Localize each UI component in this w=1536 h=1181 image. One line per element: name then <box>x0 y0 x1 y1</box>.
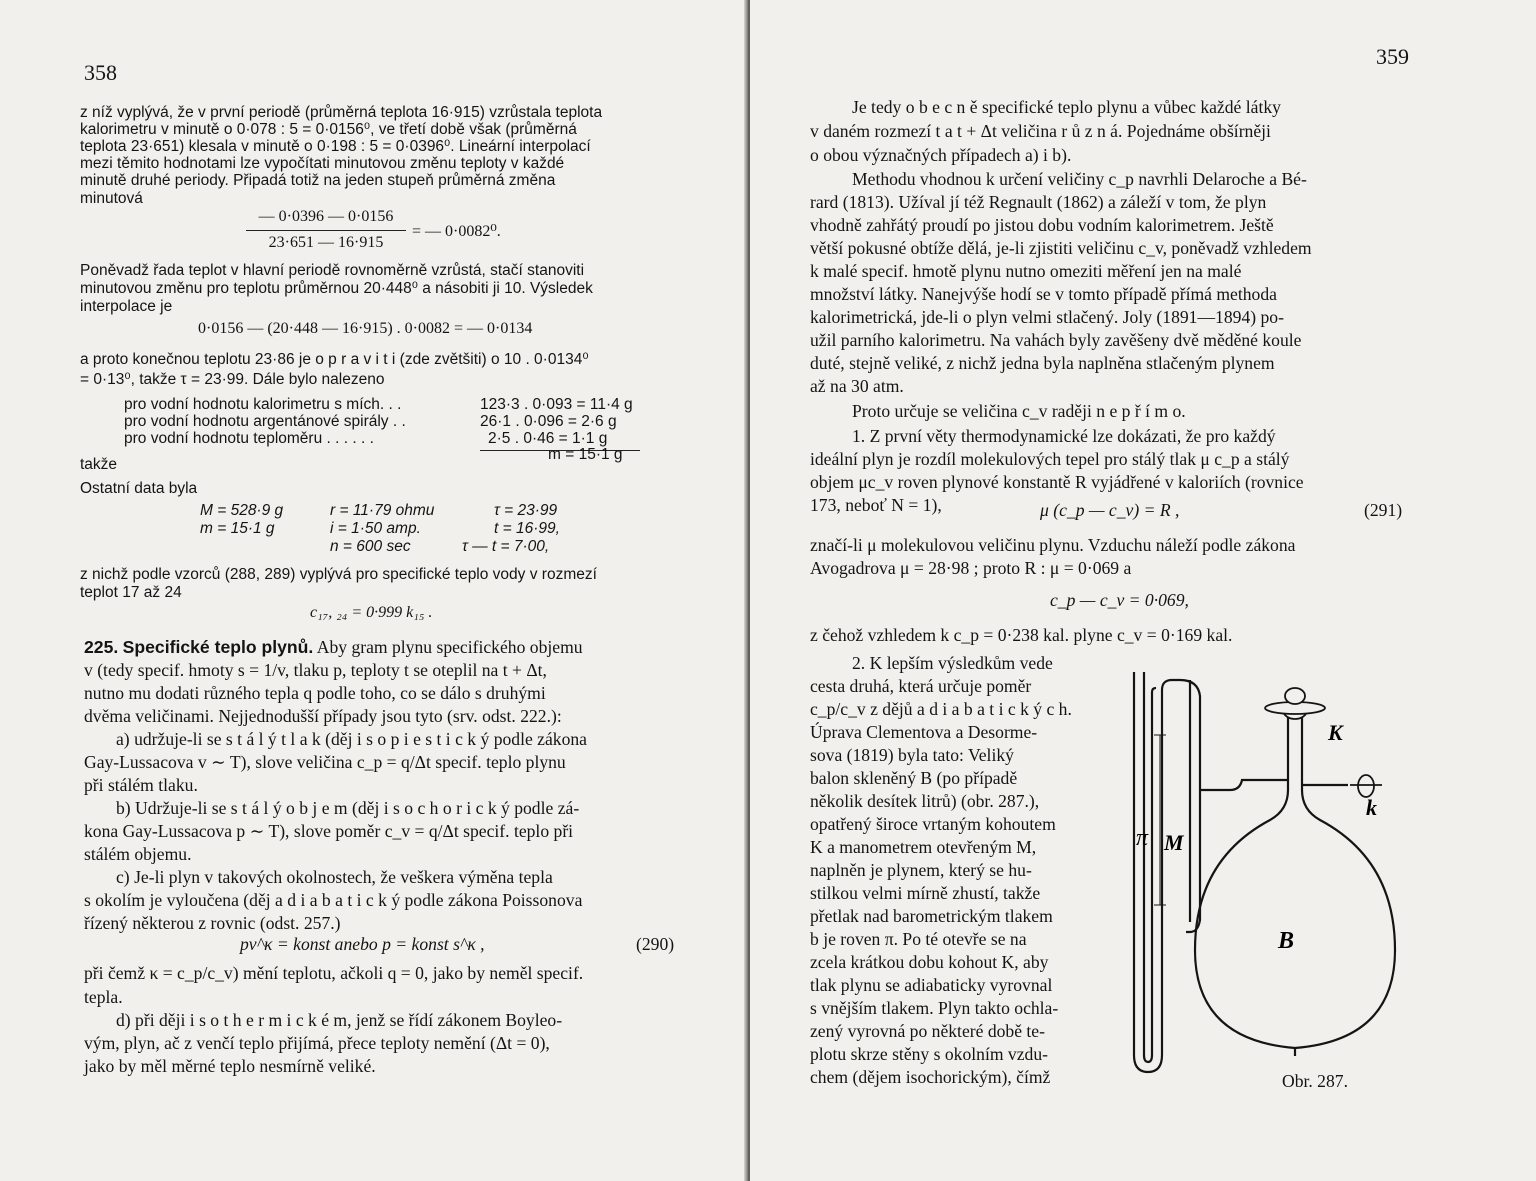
fraction-bar <box>246 230 406 231</box>
label-M: M <box>1164 830 1184 855</box>
stopcock-K <box>1265 688 1325 719</box>
text-line: dvěma veličinami. Nejjednodušší případy jsou tyto (srv. odst. 222.): <box>84 706 562 726</box>
text-line: tepla. <box>84 987 123 1007</box>
text-line: užil parního kalorimetru. Na vahách byly zavěšeny dvě měděné koule <box>810 330 1302 350</box>
label-B: B <box>1278 928 1295 954</box>
text-line: s vnějším tlakem. Plyn takto ochla- <box>810 998 1059 1018</box>
text-line: Je tedy o b e c n ě specifické teplo plynu a vůbec každé látky <box>852 97 1281 117</box>
left-page <box>0 0 748 1181</box>
section-title: Specifické teplo plynů. <box>122 637 314 657</box>
equation-290: pv^κ = konst anebo p = konst s^κ , <box>240 934 485 954</box>
text-line: stilkou velmi mírně zhustí, takže <box>810 883 1041 903</box>
text-line: z čehož vzhledem k c_p = 0·238 kal. plyne c_v = 0·169 kal. <box>810 625 1233 645</box>
text-line: balon skleněný B (po případě <box>810 768 1018 788</box>
data-cell: r = 11·79 ohmu <box>330 502 435 519</box>
text-line: zený vyrovná po některé době te- <box>810 1021 1045 1041</box>
text-line: minutová <box>80 190 143 207</box>
text-line: 1. Z první věty thermodynamické lze dokázati, že pro každý <box>852 426 1276 446</box>
text-line: kalorimetrická, jde-li o plyn velmi stlačený. Joly (1891—1894) po- <box>810 307 1284 327</box>
equation-291: μ (c_p — c_v) = R , <box>1040 500 1180 520</box>
data-cell: τ — t = 7·00, <box>462 538 550 555</box>
water-value: 26·1 . 0·096 = 2·6 g <box>480 413 617 430</box>
text-line: rard (1813). Užíval jí též Regnault (1862) a záleží v tom, že plyn <box>810 192 1267 212</box>
text-line: Úprava Clementova a Desorme- <box>810 722 1038 742</box>
text-line: přetlak nad barometrickým tlakem <box>810 906 1053 926</box>
right-page <box>750 0 1536 1181</box>
text-line: kalorimetru v minutě o 0·078 : 5 = 0·0156⁰, ve třetí době však (průměrná <box>80 121 577 138</box>
text-line: Proto určuje se veličina c_v raději n e p ř í m o. <box>852 401 1186 421</box>
text-line: při čemž κ = c_p/c_v) mění teplotu, ačkoli q = 0, jako by neměl specif. <box>84 963 584 983</box>
balloon-flask <box>1195 715 1395 1056</box>
water-value: 2·5 . 0·46 = 1·1 g <box>488 430 608 447</box>
equation-number-290: (290) <box>636 934 675 954</box>
text-line: řízený některou z rovnic (odst. 257.) <box>84 913 341 933</box>
text-line: s okolím je vyloučena (děj a d i a b a t i c k ý podle zákona Poissonova <box>84 890 583 910</box>
water-value: 123·3 . 0·093 = 11·4 g <box>480 396 633 413</box>
text-line: nutno mu dodati různého tepla q podle toho, co se dálo s druhými <box>84 683 546 703</box>
fraction-result: = — 0·0082⁰. <box>412 223 501 240</box>
label-k: k <box>1366 795 1377 820</box>
text-line: Gay-Lussacova v ∼ T), slove veličina c_p = q/Δt specif. teplo plynu <box>84 752 566 772</box>
text-line: naplněn je plynem, který se hu- <box>810 860 1032 880</box>
stopcock-k <box>1350 775 1382 797</box>
text-line: c_p/c_v z dějů a d i a b a t i c k ý c h. <box>810 699 1072 719</box>
text-line: až na 30 atm. <box>810 376 904 396</box>
text-line: kona Gay-Lussacova p ∼ T), slove poměr c_v = q/Δt specif. teplo při <box>84 821 574 841</box>
text-line: K a manometrem otevřeným M, <box>810 837 1037 857</box>
takze-label: takže <box>80 456 118 473</box>
label-pi: π <box>1136 825 1149 851</box>
figure-caption: Obr. 287. <box>1282 1071 1348 1091</box>
label-K: K <box>1328 720 1343 745</box>
text-line: a) udržuje-li se s t á l ý t l a k (děj i s o p i e s t i c k ý podle zákona <box>116 729 587 749</box>
text-line: 2. K lepším výsledkům vede <box>852 653 1053 673</box>
text-line: c) Je-li plyn v takových okolnostech, že veškera výměna tepla <box>116 867 553 887</box>
data-cell: i = 1·50 amp. <box>330 520 421 537</box>
text-line: d) při ději i s o t h e r m i c k é m, jenž se řídí zákonem Boyleo- <box>116 1010 563 1030</box>
water-value-label: pro vodní hodnotu kalorimetru s mích. . . <box>124 396 402 413</box>
text-line: sova (1819) byla tato: Veliký <box>810 745 1014 765</box>
data-cell: m = 15·1 g <box>200 520 275 537</box>
page-number-right: 359 <box>1376 44 1409 69</box>
text-line: množství látky. Nanejvýše hodí se v tomto případě přímá methoda <box>810 284 1277 304</box>
text-line: chem (dějem isochorickým), čímž <box>810 1067 1051 1087</box>
text-line: opatřený široce vrtaným kohoutem <box>810 814 1056 834</box>
text-line: z níž vyplývá, že v první periodě (průměrná teplota 16·915) vzrůstala teplota <box>80 104 603 121</box>
fraction-numerator: — 0·0396 — 0·0156 <box>258 208 394 225</box>
text-line: minutě druhé periody. Připadá totiž na jeden stupeň průměrná změna <box>80 172 556 189</box>
manometer-tube <box>1134 672 1200 1072</box>
water-value-total: m = 15·1 g <box>548 446 623 463</box>
data-cell: t = 16·99, <box>494 520 560 537</box>
text-line: Avogadrova μ = 28·98 ; proto R : μ = 0·069 a <box>810 558 1132 578</box>
text-line: ideální plyn je rozdíl molekulových tepel pro stálý tlak μ c_p a stálý <box>810 449 1290 469</box>
text-line: b je roven π. Po té otevře se na <box>810 929 1027 949</box>
text-line: Aby gram plynu specifického objemu <box>316 637 583 657</box>
text-line: v (tedy specif. hmoty s = 1/v, tlaku p, teploty t se oteplil na t + Δt, <box>84 660 547 680</box>
data-cell: n = 600 sec <box>330 538 411 555</box>
text-line: tlak plynu se adiabaticky vyrovnal <box>810 975 1053 995</box>
text-line: teplota 23·651) klesala v minutě o 0·198 : 5 = 0·0396⁰. Lineární interpolací <box>80 138 591 155</box>
text-line: teplot 17 až 24 <box>80 584 182 601</box>
text-line: jako by měl měrné teplo nesmírně veliké. <box>84 1056 376 1076</box>
text-line: minutovou změnu pro teplotu průměrnou 20·448⁰ a násobiti ji 10. Výsledek <box>80 280 593 297</box>
text-line: značí-li μ molekulovou veličinu plynu. Vzduchu náleží podle zákona <box>810 535 1296 555</box>
text-line: v daném rozmezí t a t + Δt veličina r ů z n á. Pojednáme obšírněji <box>810 121 1271 141</box>
text-line: několik desítek litrů) (obr. 287.), <box>810 791 1040 811</box>
text-line: = 0·13⁰, takže τ = 23·99. Dále bylo nalezeno <box>80 371 385 388</box>
text-line: zcela krátkou dobu kohout K, aby <box>810 952 1049 972</box>
page-number-left: 358 <box>84 60 117 85</box>
text-line: vhodně zahřátý proudí po jistou dobu vodním kalorimetrem. Ještě <box>810 215 1274 235</box>
text-line: Poněvadž řada teplot v hlavní periodě rovnoměrně vzrůstá, stačí stanoviti <box>80 262 585 279</box>
text-line: 173, neboť N = 1), <box>810 495 942 515</box>
result-equation: c₁₇, ₂₄ = 0·999 k₁₅ . <box>310 604 433 621</box>
text-line: při stálém tlaku. <box>84 775 198 795</box>
text-line: k malé specif. hmotě plynu nutno omeziti měření jen na malé <box>810 261 1242 281</box>
text-line: Methodu vhodnou k určení veličiny c_p navrhli Delaroche a Bé- <box>852 169 1307 189</box>
text-line: stálém objemu. <box>84 844 192 864</box>
text-line: a proto konečnou teplotu 23·86 je o p r a v i t i (zde zvětšiti) o 10 . 0·0134⁰ <box>80 351 589 368</box>
water-value-label: pro vodní hodnotu argentánové spirály . . <box>124 413 406 430</box>
data-cell: τ = 23·99 <box>494 502 558 519</box>
text-line: plotu skrze stěny s okolním vzdu- <box>810 1044 1048 1064</box>
other-data-label: Ostatní data byla <box>80 480 198 497</box>
interpolation-equation: 0·0156 — (20·448 — 16·915) . 0·0082 = — 0·0134 <box>198 320 533 337</box>
text-line: duté, stejně veliké, z nichž jedna byla naplněna stlačeným plynem <box>810 353 1275 373</box>
text-line: vým, plyn, ač z venčí teplo přijímá, přece teploty nemění (Δt = 0), <box>84 1033 550 1053</box>
water-value-label: pro vodní hodnotu teploměru . . . . . . <box>124 430 374 447</box>
fraction-denominator: 23·651 — 16·915 <box>268 234 384 251</box>
text-line: objem μc_v roven plynové konstantě R vyjádřené v kaloriích (rovnice <box>810 472 1304 492</box>
text-line: cesta druhá, která určuje poměr <box>810 676 1032 696</box>
text-line: b) Udržuje-li se s t á l ý o b j e m (děj i s o c h o r i c k ý podle zá- <box>116 798 580 818</box>
text-line: z nichž podle vzorců (288, 289) vyplývá pro specifické teplo vody v rozmezí <box>80 566 597 583</box>
pressure-marker <box>1154 735 1166 905</box>
equation-number-291: (291) <box>1364 500 1403 520</box>
data-cell: M = 528·9 g <box>200 502 284 519</box>
text-line: větší pokusné obtíže dělá, je-li zjistiti veličinu c_v, poněvadž vzhledem <box>810 238 1312 258</box>
figure-287-apparatus <box>1120 660 1490 1080</box>
text-line: o obou význačných případech a) i b). <box>810 145 1072 165</box>
equation-cp-cv: c_p — c_v = 0·069, <box>1050 590 1189 610</box>
text-line: interpolace je <box>80 298 173 315</box>
text-line: mezi těmito hodnotami lze vypočítati minutovou změnu teploty v každé <box>80 155 565 172</box>
section-number: 225. <box>84 637 119 657</box>
